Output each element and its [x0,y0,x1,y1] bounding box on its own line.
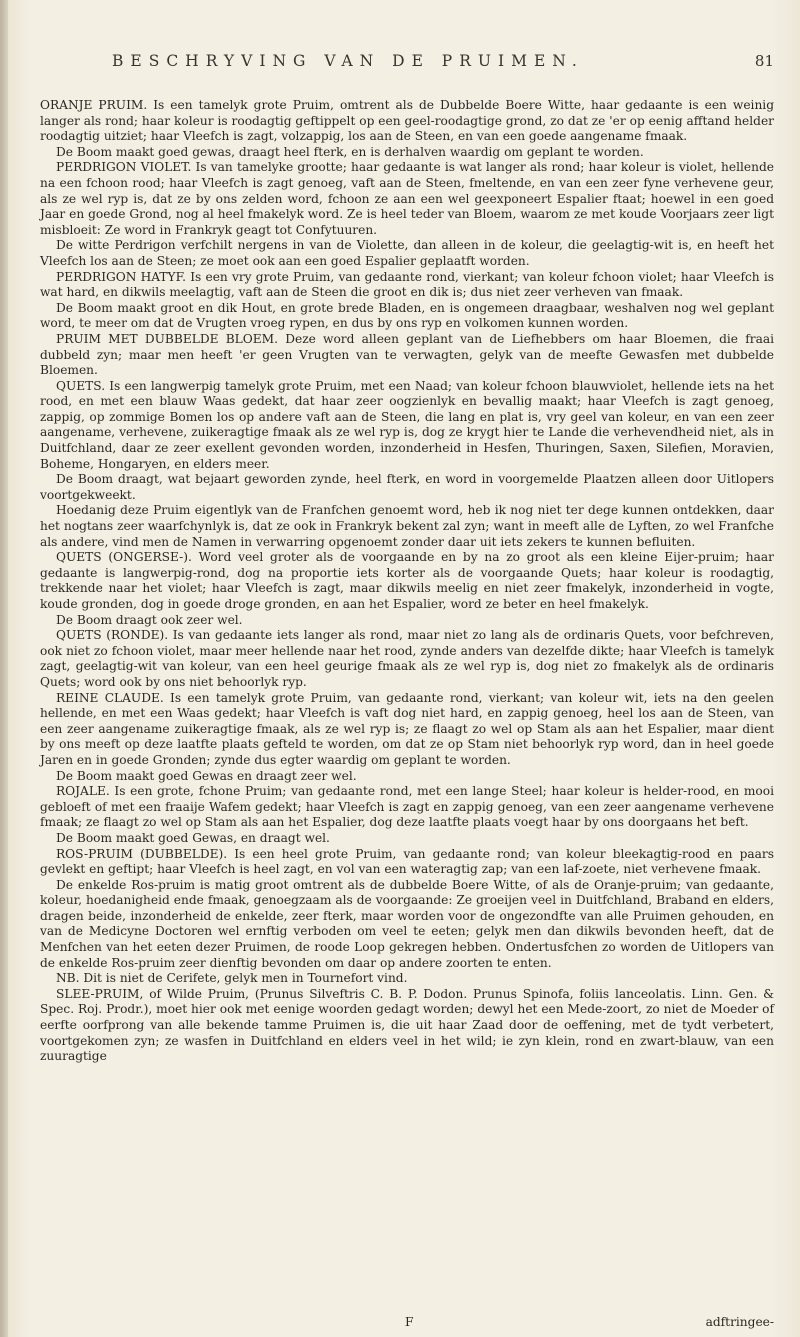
paragraph: De Boom maakt goed gewas, draagt heel fterk, en is derhalven waardig om geplant te worden. [56,144,644,159]
page-gutter [0,0,8,1337]
paragraph: De Boom draagt, wat bejaart geworden zynde, heel fterk, en word in voorgemelde Plaatzen alleen door Uitlopers voortgekweekt. [40,472,774,502]
paragraph: De enkelde Ros-pruim is matig groot omtrent als de dubbelde Boere Witte, of als de Oranje-pruim; van gedaante, koleur, hoedanigheid ende fmaak, genoegzaam als de voorgaande: Ze groeijen veel in Duitfchland, Braband en elders, dragen beide, inzonderheid de enkelde, zeer fterk, maar worden voor de ongezondfte van alle Pruimen gehouden, en van de Medicyne Doctoren wel ernftig verboden om veel te eeten; gelyk men dan dikwils bevonden heeft, dat de Menfchen van het eeten dezer Pruimen, de roode Loop gekregen hebben. Ondertusfchen zo worden de Uitlopers van de enkelde Ros-pruim zeer dienftig bevonden om daar op andere zoorten te enten. [40,877,774,970]
paragraph-quets: QUETS. Is een langwerpig tamelyk grote Pruim, met een Naad; van koleur fchoon blauwviolet, hellende iets na het rood, en met een blauw Waas gedekt, dat haar zeer oogzienlyk en bevallig maakt; haar Vleefch is zagt genoeg, zappig, op zommige Bomen los op andere vaft aan de Steen, die lang en plat is, vry geel van koleur, en van een zeer aangename, verhevene, zuikeragtige fmaak als ze wel ryp is, dog ze krygt hier te Lande die verhevendheid niet, als in Duitfchland, daar ze zeer exellent gevonden worden, inzonderheid in Hesfen, Thuringen, Saxen, Silefien, Moravien, Boheme, Hongaryen, en elders meer. [40,378,774,471]
paragraph-oranje-pruim: ORANJE PRUIM. Is een tamelyk grote Pruim, omtrent als de Dubbelde Boere Witte, haar gedaante is een weinig langer als rond; haar koleur is roodagtig geftippelt op een geel-roodagtige grond, zo dat ze 'er op eenig afftand helder roodagtig uitziet; haar Vleefch is zagt, volzappig, los aan de Steen, en van een goede aangename fmaak. [40,98,774,144]
paragraph-ros-pruim: ROS-PRUIM (DUBBELDE). Is een heel grote Pruim, van gedaante rond; van koleur bleekagtig-rood en paars gevlekt en geftipt; haar Vleefch is heel zagt, en vol van een wateragtig zap; van een laf-zoete, niet verhevene fmaak. [40,846,774,877]
page-header [112,52,774,88]
paragraph-perdrigon-hatyf: PERDRIGON HATYF. Is een vry grote Pruim, van gedaante rond, vierkant; van koleur fchoon violet; haar Vleefch is wat hard, en dikwils meelagtig, vaft aan de Steen die groot en dik is; dus niet zeer verheven van fmaak. [40,269,774,300]
paragraph: De Boom maakt goed Gewas, en draagt wel. [56,830,330,845]
paragraph-perdrigon-violet: PERDRIGON VIOLET. Is van tamelyke grootte; haar gedaante is wat langer als rond; haar koleur is violet, hellende na een fchoon rood; haar Vleefch is zagt genoeg, vaft aan de Steen, fmeltende, en van een zeer fyne verhevene geur, als ze wel ryp is, dat ze by ons zelden word, fchoon ze aan een wel geexponeert Espalier ftaat; hoewel in een goed Jaar en goede Grond, nog al heel fmakelyk word. Ze is heel teder van Bloem, waarom ze met koude Voorjaars zeer ligt misbloeit: Ze word in Frankryk geagt tot Confytuuren. [40,160,774,237]
paragraph-dubbelde-bloem: PRUIM MET DUBBELDE BLOEM. Deze word alleen geplant van de Liefhebbers om haar Bloemen, die fraai dubbeld zyn; maar men heeft 'er geen Vrugten van te verwagten, gelyk van de meefte Gewasfen met dubbelde Bloemen. [40,331,774,378]
paragraph: De Boom maakt goed Gewas en draagt zeer wel. [56,768,357,783]
page-body [40,98,774,1065]
paragraph: De witte Perdrigon verfchilt nergens in van de Violette, dan alleen in de koleur, die geelagtig-wit is, en heeft het Vleefch los aan de Steen; ze moet ook aan een goed Espalier geplaatft worden. [40,238,774,268]
paragraph-quets-ronde: QUETS (RONDE). Is van gedaante iets langer als rond, maar niet zo lang als de ordinaris Quets, voor befchreven, ook niet zo fchoon violet, maar meer hellende naar het rood, zynde anders van dezelfde dikte; haar Vleefch is tamelyk zagt, geelagtig-wit van koleur, van een heel geurige fmaak als ze wel ryp is, dog niet zo fmakelyk als de ordinaris Quets; word ook by ons niet behoorlyk ryp. [40,628,774,689]
paragraph-slee-pruim: SLEE-PRUIM, of Wilde Pruim, (Prunus Silveftris C. B. P. Dodon. Prunus Spinofa, foliis lanceolatis. Linn. Gen. & Spec. Roj. Prodr.), moet hier ook met eenige woorden gedagt worden; dewyl het een Mede-zoort, zo niet de Moeder of eerfte oorfprong van alle bekende tamme Pruimen is, die uit haar Zaad door de oeffening, met de tydt verbetert, voortgekomen zyn; ze wasfen in Duitfchland en elders veel in het wild; ie zyn klein, rond en zwart-blauw, van een zuuragtige [40,986,774,1064]
paragraph-rojale: ROJALE. Is een grote, fchone Pruim; van gedaante rond, met een lange Steel; haar koleur is helder-rood, en mooi gebloeft of met een fraaije Wafem gedekt; haar Vleefch is zagt en zappig genoeg, van een zeer aangename verhevene fmaak; ze flaagt zo wel op Stam als aan het Espalier, dog deze laatfte plaats voegt haar by ons doorgaans het beft. [40,784,774,830]
running-head: BESCHRYVING VAN DE PRUIMEN. [112,52,584,70]
paragraph-nb: NB. Dit is niet de Cerifete, gelyk men in Tournefort vind. [56,971,408,986]
paragraph: De Boom maakt groot en dik Hout, en grote brede Bladen, en is ongemeen draagbaar, weshalven nog wel geplant word, te meer om dat de Vrugten vroeg rypen, en dus by ons ryp en volkomen kunnen worden. [40,300,774,331]
paragraph-quets-ongerse: QUETS (ONGERSE-). Word veel groter als de voorgaande en by na zo groot als een kleine Eijer-pruim; haar gedaante is langwerpig-rond, dog na proportie iets korter als de voorgaande Quets; haar koleur is roodagtig, trekkende naar het violet; haar Vleefch is zagt, maar dikwils meelig en niet zeer fmakelyk, inzonderheid in vogte, koude gronden, dog in goede droge gronden, en aan het Espalier, word ze beter en heel fmakelyk. [40,550,774,611]
signature-mark: F [405,1315,414,1329]
catchword: adftringee- [705,1315,774,1329]
paragraph-reine-claude: REINE CLAUDE. Is een tamelyk grote Pruim, van gedaante rond, vierkant; van koleur wit, iets na den geelen hellende, en met een Waas gedekt; haar Vleefch is vaft dog niet hard, en zappig genoeg, heel los aan de Steen, van een zeer aangename zuikeragtige fmaak, als ze wel ryp is; ze flaagt zo wel op Stam als aan het Espalier, maar dient by ons meeft op deze laatfte plaats gefteld te worden, om dat ze op Stam niet behoorlyk ryp word, dan in heel goede Jaren en in goede Gronden; zynde dus egter waardig om geplant te worden. [40,690,774,767]
page-footer [40,1315,774,1333]
paragraph: De Boom draagt ook zeer wel. [56,612,243,627]
page-number: 81 [754,52,774,70]
paragraph: Hoedanig deze Pruim eigentlyk van de Franfchen genoemt word, heb ik nog niet ter dege kunnen ontdekken, daar het nogtans zeer waarfchynlyk is, dat ze ook in Frankryk bekent zal zyn; want in meeft alle de Lyften, zo wel Franfche als andere, vind men de Namen in verwarring opgenoemt zonder daar uit iets zekers te kunnen befluiten. [40,503,774,549]
